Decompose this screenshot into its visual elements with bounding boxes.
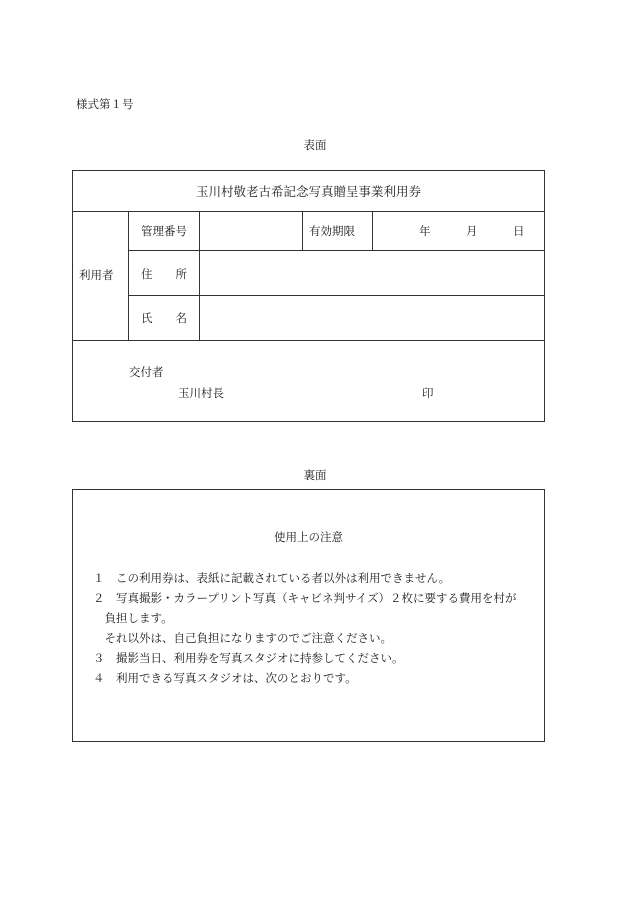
user-label: 利用者 bbox=[79, 268, 114, 282]
note-item: 負担します。 bbox=[93, 611, 173, 625]
divider bbox=[128, 250, 544, 251]
issuer-label: 交付者 bbox=[129, 365, 164, 379]
note-item: ４ 利用できる写真スタジオは、次のとおりです。 bbox=[93, 671, 357, 685]
divider bbox=[73, 340, 544, 341]
name-field[interactable] bbox=[200, 297, 543, 339]
form-number: 様式第１号 bbox=[76, 97, 134, 111]
front-side-heading: 表面 bbox=[303, 138, 327, 152]
note-item: ２ 写真撮影・カラープリント写真（キャビネ判サイズ）２枚に要する費用を村が bbox=[93, 591, 517, 605]
front-ticket-form bbox=[72, 170, 545, 422]
expiry-year-label: 年 bbox=[419, 224, 431, 238]
expiry-month-label: 月 bbox=[466, 224, 478, 238]
back-notes-box bbox=[72, 489, 545, 742]
seal-label: 印 bbox=[422, 386, 434, 400]
address-label: 住 所 bbox=[141, 267, 187, 281]
notes-title: 使用上の注意 bbox=[274, 530, 343, 544]
divider bbox=[73, 211, 544, 212]
note-item: ３ 撮影当日、利用券を写真スタジオに持参してください。 bbox=[93, 651, 404, 665]
notes-list bbox=[93, 568, 543, 688]
divider bbox=[372, 211, 373, 250]
control-number-field[interactable] bbox=[200, 213, 301, 249]
note-item: １ この利用券は、表紙に記載されている者以外は利用できません。 bbox=[93, 571, 451, 585]
control-number-label: 管理番号 bbox=[141, 224, 187, 238]
divider bbox=[128, 295, 544, 296]
ticket-title: 玉川村敬老古希記念写真贈呈事業利用券 bbox=[195, 184, 421, 199]
expiry-label: 有効期限 bbox=[309, 224, 355, 238]
name-label: 氏 名 bbox=[141, 311, 187, 325]
address-field[interactable] bbox=[200, 252, 543, 294]
note-item: それ以外は、自己負担になりますのでご注意ください。 bbox=[93, 631, 392, 645]
issuer-name: 玉川村長 bbox=[178, 386, 224, 400]
divider bbox=[302, 211, 303, 250]
divider bbox=[128, 211, 129, 340]
back-side-heading: 裏面 bbox=[303, 468, 327, 482]
expiry-day-label: 日 bbox=[513, 224, 525, 238]
